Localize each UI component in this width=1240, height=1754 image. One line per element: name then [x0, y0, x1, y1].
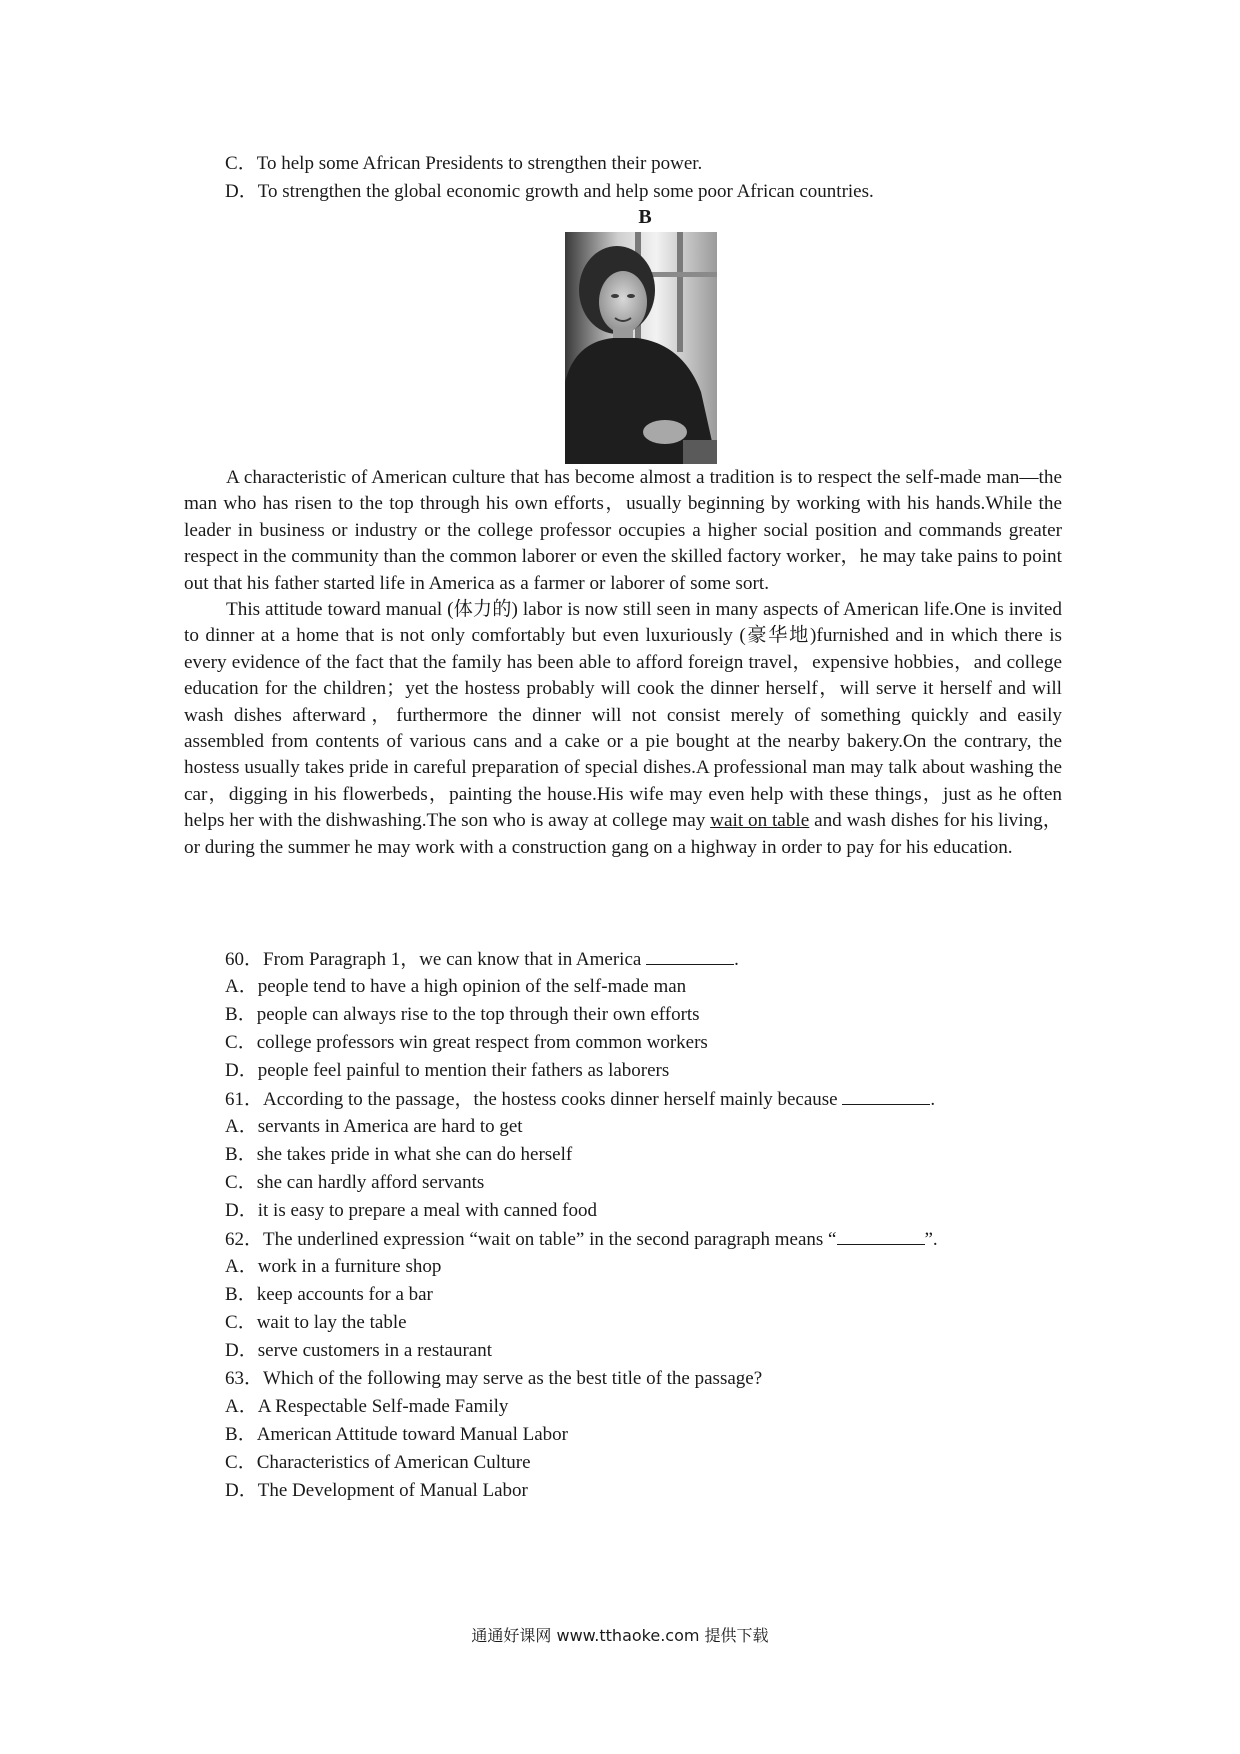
- page-footer: 通通好课网 www.tthaoke.com 提供下载: [471, 1626, 769, 1645]
- question-61-option-d: D．it is easy to prepare a meal with canned food: [225, 1200, 597, 1221]
- question-63-option-a: A．A Respectable Self-made Family: [225, 1396, 509, 1417]
- question-61-option-c: C．she can hardly afford servants: [225, 1172, 485, 1193]
- reading-passage: [184, 465, 1062, 861]
- passage-paragraph-1: A characteristic of American culture that has become almost a tradition is to respect the self-made man—the man who has risen to the top through his own efforts，usually beginning by working with his hands.While the leader in business or industry or the college professor occupies a higher social position and commands greater respect in the community than the common laborer or even the skilled factory worker，he may take pains to point out that his father started life in America as a farmer or laborer of some sort.: [184, 467, 1062, 594]
- question-62-stem: 62．The underlined expression “wait on table” in the second paragraph means “ ”.: [225, 1226, 938, 1253]
- portrait-photo: [565, 232, 717, 464]
- passage-paragraph-2: This attitude toward manual (体力的) labor is now still seen in many aspects of American life.One is invited to dinner at a home that is not only comfortably but even luxuriously (豪华地)furnished and in which there is every evidence of the fact that the family has been able to afford foreign travel，expensive hobbies，and college education for the children；yet the hostess probably will cook the dinner herself，will serve it herself and will wash dishes afterward，furthermore the dinner will not consist merely of something quickly and easily assembled from contents of various cans and a cake or a pie bought at the nearby bakery.On the contrary, the hostess usually takes pride in careful preparation of special dishes.A professional man may talk about washing the car，digging in his flowerbeds，painting the house.His wife may even help with these things，just as he often helps her with the dishwashing.The son who is away at college may wait on table and wash dishes for his living，or during the summer he may work with a construction gang on a highway in order to pay for his education.: [184, 599, 1062, 858]
- question-60-option-b: B．people can always rise to the top through their own efforts: [225, 1004, 700, 1025]
- question-63-option-c: C．Characteristics of American Culture: [225, 1452, 531, 1473]
- question-62-option-c: C．wait to lay the table: [225, 1312, 407, 1333]
- prev-option-c: C．To help some African Presidents to strengthen their power.: [225, 153, 703, 174]
- question-62-option-b: B．keep accounts for a bar: [225, 1284, 433, 1305]
- question-63-stem: 63．Which of the following may serve as the best title of the passage?: [225, 1368, 763, 1389]
- section-heading: B: [638, 206, 652, 228]
- question-60-option-c: C．college professors win great respect from common workers: [225, 1032, 708, 1053]
- question-60-option-d: D．people feel painful to mention their fathers as laborers: [225, 1060, 670, 1081]
- question-62-option-a: A．work in a furniture shop: [225, 1256, 442, 1277]
- underlined-expression: wait on table: [710, 810, 810, 832]
- answer-blank: [646, 946, 734, 965]
- question-63-option-d: D．The Development of Manual Labor: [225, 1480, 528, 1501]
- question-61-stem: 61．According to the passage，the hostess cooks dinner herself mainly because .: [225, 1086, 935, 1113]
- question-60-option-a: A．people tend to have a high opinion of the self-made man: [225, 976, 687, 997]
- question-61-option-a: A．servants in America are hard to get: [225, 1116, 523, 1137]
- answer-blank: [842, 1086, 930, 1105]
- question-60-stem: 60．From Paragraph 1，we can know that in America .: [225, 946, 739, 973]
- question-61-option-b: B．she takes pride in what she can do herself: [225, 1144, 573, 1165]
- question-62-option-d: D．serve customers in a restaurant: [225, 1340, 492, 1361]
- question-63-option-b: B．American Attitude toward Manual Labor: [225, 1424, 568, 1445]
- answer-blank: [837, 1226, 925, 1245]
- prev-option-d: D．To strengthen the global economic growth and help some poor African countries.: [225, 181, 874, 202]
